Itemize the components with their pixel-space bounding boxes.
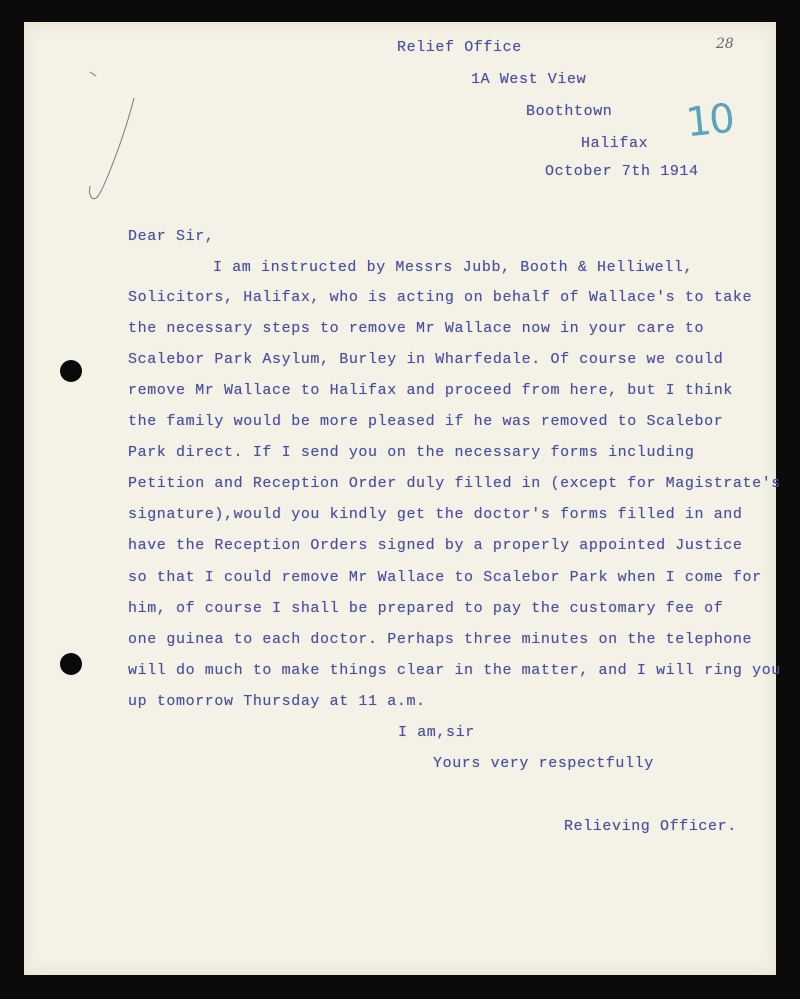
body-line: Park direct. If I send you on the necessary forms including xyxy=(128,444,695,461)
letterhead-district: Boothtown xyxy=(526,103,613,120)
letterhead-office: Relief Office xyxy=(397,39,522,56)
body-line: Solicitors, Halifax, who is acting on behalf of Wallace's to take xyxy=(128,289,753,306)
page-number-annotation: 28 xyxy=(716,36,734,52)
punch-hole-top xyxy=(60,360,82,382)
body-line: Scalebor Park Asylum, Burley in Wharfedale. Of course we could xyxy=(128,351,724,368)
closing-line: I am,sir xyxy=(398,724,475,741)
signature-title: Relieving Officer. xyxy=(564,818,737,835)
letterhead-town: Halifax xyxy=(581,135,649,152)
closing-valediction: Yours very respectfully xyxy=(433,755,654,772)
body-line: I am instructed by Messrs Jubb, Booth & Helliwell, xyxy=(213,259,694,276)
letterhead-street: 1A West View xyxy=(471,71,587,88)
letter-date: October 7th 1914 xyxy=(545,163,699,180)
body-line: so that I could remove Mr Wallace to Scalebor Park when I come for xyxy=(128,569,762,586)
pencil-mark xyxy=(84,68,154,213)
body-line: up tomorrow Thursday at 11 a.m. xyxy=(128,693,426,710)
body-line: will do much to make things clear in the matter, and I will ring you xyxy=(128,662,781,679)
body-line: remove Mr Wallace to Halifax and proceed from here, but I think xyxy=(128,382,733,399)
punch-hole-bottom xyxy=(60,653,82,675)
body-line: Petition and Reception Order duly filled in (except for Magistrate's xyxy=(128,475,781,492)
salutation: Dear Sir, xyxy=(128,228,215,245)
ink-number-annotation: 10 xyxy=(683,95,736,147)
body-line: him, of course I shall be prepared to pay the customary fee of xyxy=(128,600,724,617)
body-line: one guinea to each doctor. Perhaps three minutes on the telephone xyxy=(128,631,753,648)
body-line: have the Reception Orders signed by a properly appointed Justice xyxy=(128,537,743,554)
body-line: the necessary steps to remove Mr Wallace now in your care to xyxy=(128,320,705,337)
body-line: signature),would you kindly get the doctor's forms filled in and xyxy=(128,506,743,523)
body-line: the family would be more pleased if he was removed to Scalebor xyxy=(128,413,724,430)
